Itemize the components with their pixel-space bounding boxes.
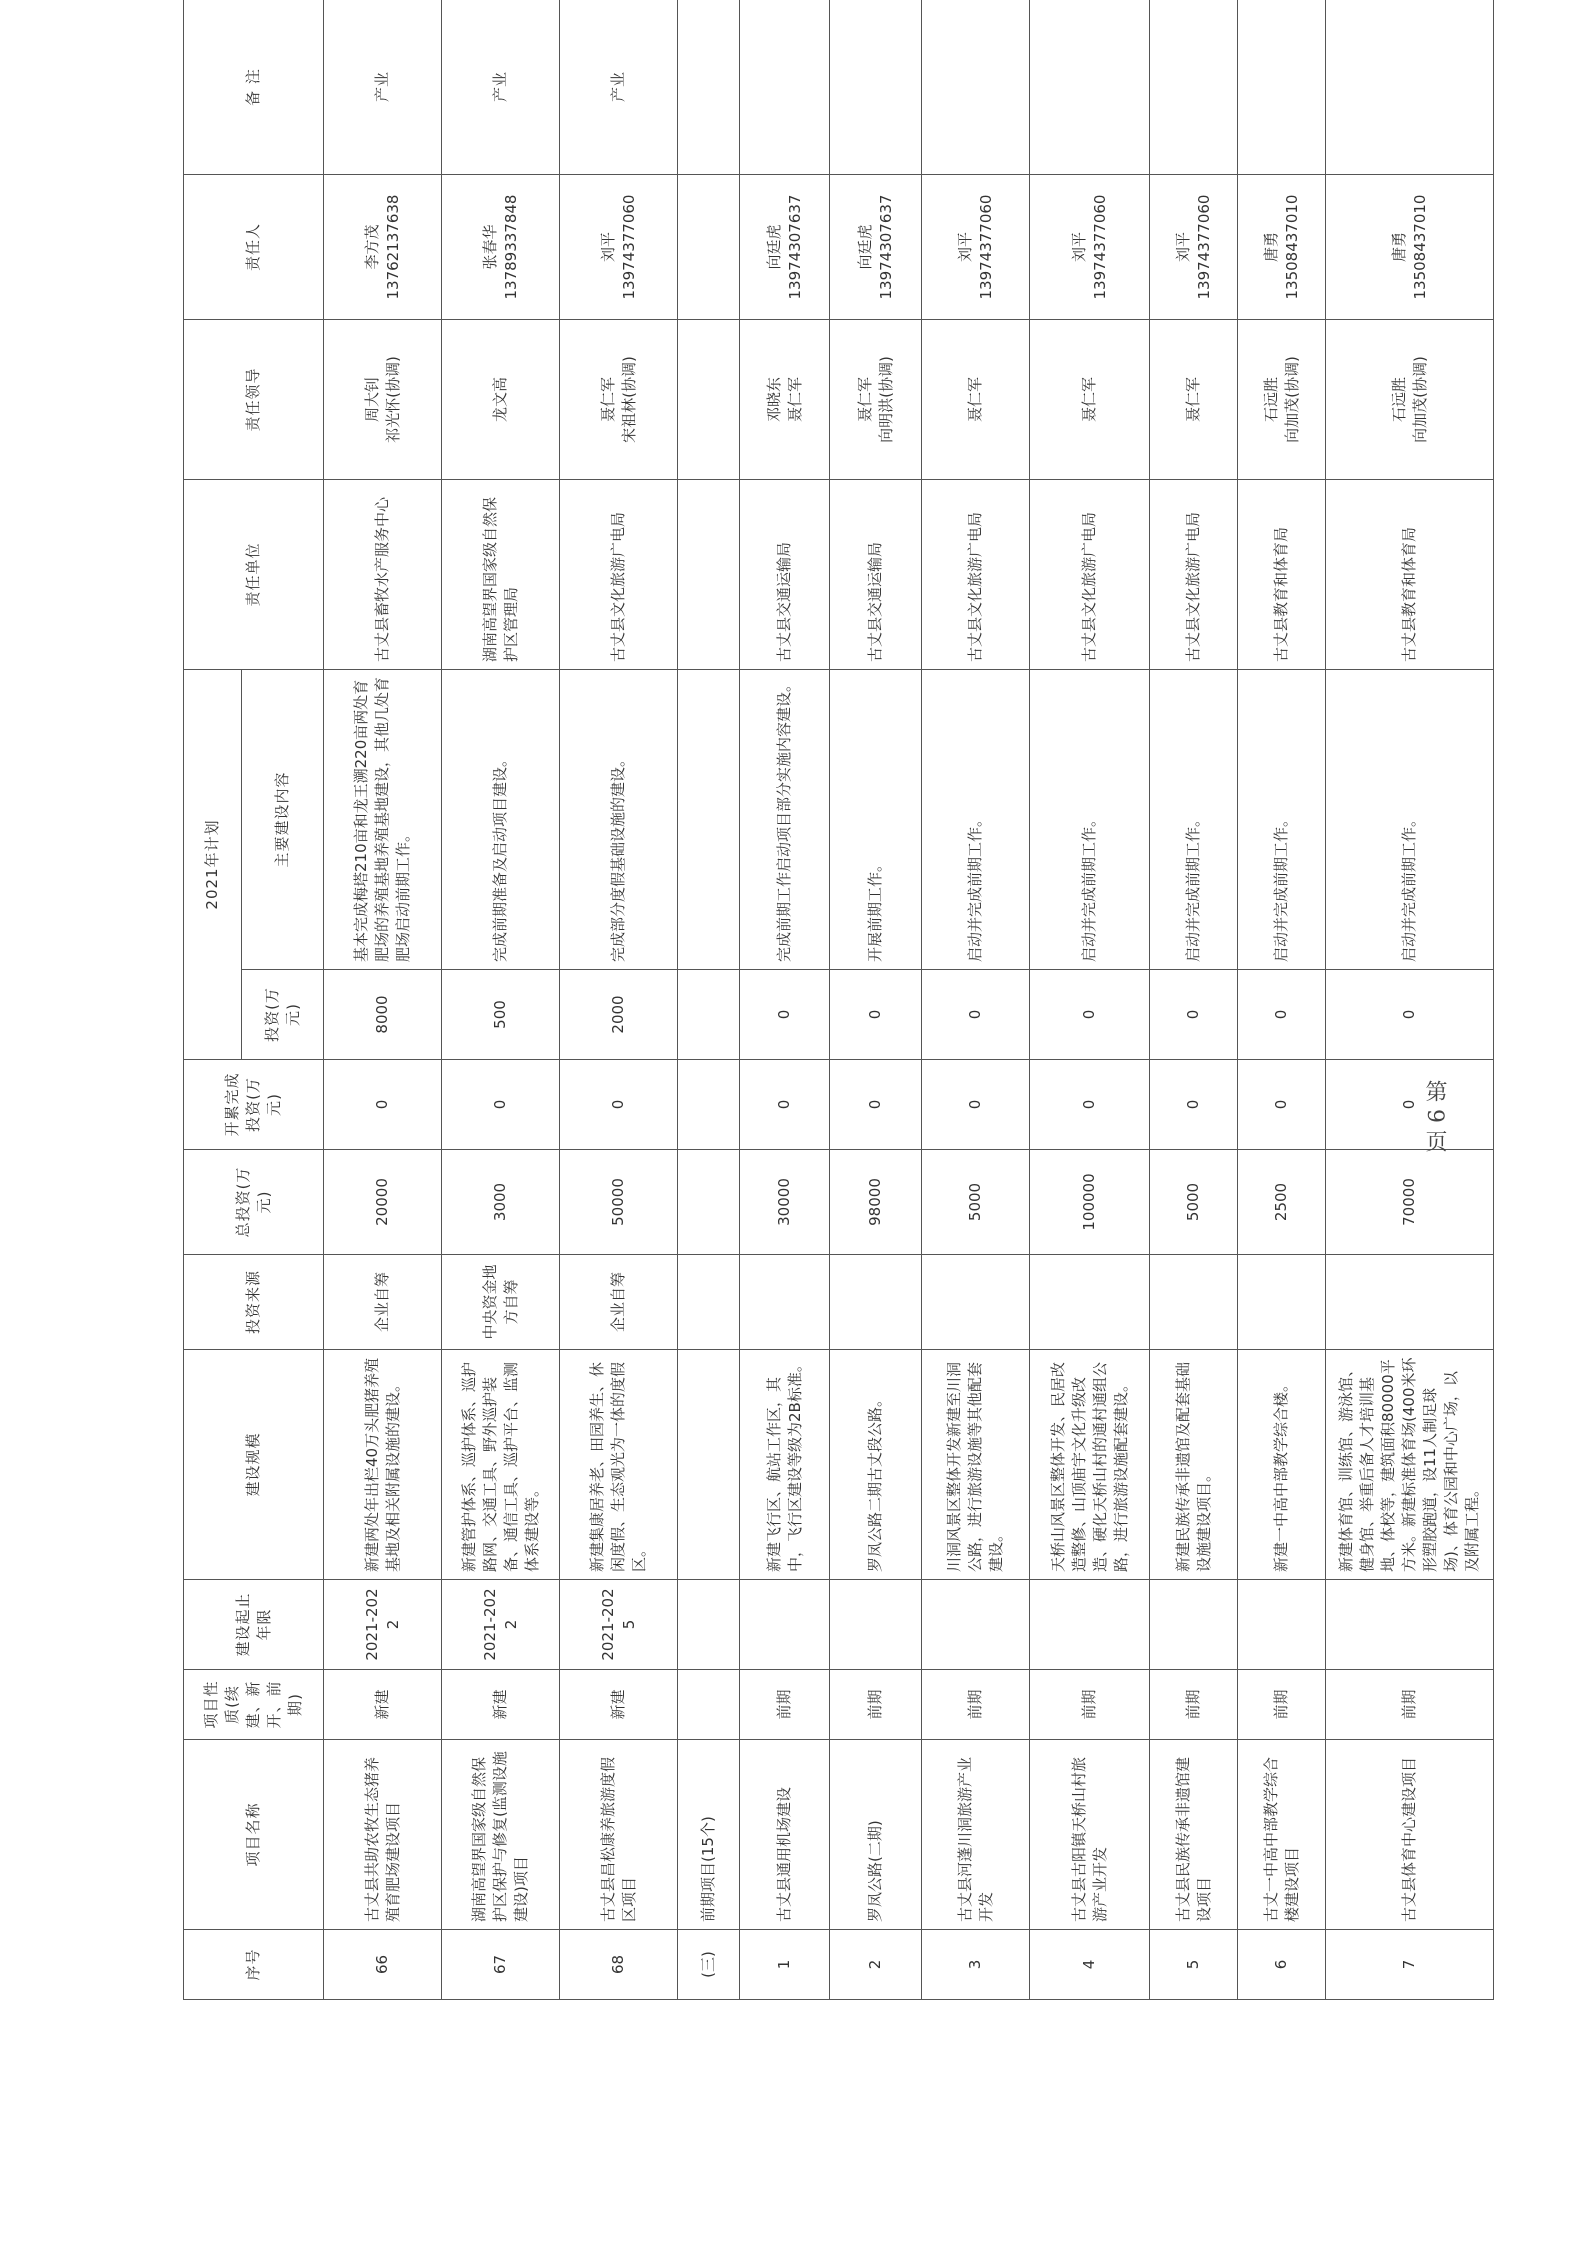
table-row bbox=[1238, 0, 1326, 2000]
cell-seq: 3 bbox=[922, 1930, 1030, 2000]
cell-done: 0 bbox=[560, 1060, 678, 1150]
cell-name: 古丈一中高中部教学综合楼建设项目 bbox=[1238, 1740, 1326, 1930]
cell-source bbox=[830, 1255, 922, 1350]
cell-unit: 古丈县文化旅游广电局 bbox=[922, 480, 1030, 670]
header-leader: 责任领导 bbox=[184, 320, 324, 480]
cell-source bbox=[740, 1255, 830, 1350]
cell-scale: 新建飞行区、航站工作区，其中，飞行区建设等级为2B标准。 bbox=[740, 1350, 830, 1580]
cell-period bbox=[740, 1580, 830, 1670]
table-row bbox=[560, 0, 678, 2000]
cell-scale: 新建民族传承非遗馆及配套基础设施建设项目。 bbox=[1150, 1350, 1238, 1580]
cell-done: 0 bbox=[324, 1060, 442, 1150]
cell-content: 完成前期准备及启动项目建设。 bbox=[442, 670, 560, 970]
cell-invest: 0 bbox=[740, 970, 830, 1060]
cell-note bbox=[740, 0, 830, 175]
cell-unit: 古丈县教育和体育局 bbox=[1238, 480, 1326, 670]
cell-invest: 0 bbox=[1326, 970, 1494, 1060]
cell-invest: 0 bbox=[1150, 970, 1238, 1060]
cell-period: 2021-2025 bbox=[560, 1580, 678, 1670]
cell-seq: 5 bbox=[1150, 1930, 1238, 2000]
cell-source bbox=[1150, 1255, 1238, 1350]
cell-source bbox=[1326, 1255, 1494, 1350]
cell-leader: 聂仁军 bbox=[1030, 320, 1150, 480]
cell-name: 罗凤公路(二期) bbox=[830, 1740, 922, 1930]
cell-leader: 邓晓东 聂仁军 bbox=[740, 320, 830, 480]
cell-person: 向廷虎 13974307637 bbox=[740, 175, 830, 320]
cell-person: 刘平 13974377060 bbox=[1150, 175, 1238, 320]
cell-note bbox=[922, 0, 1030, 175]
header-seq: 序号 bbox=[184, 1930, 324, 2000]
cell-scale: 天桥山风景区整体开发、民居改造整修、山顶庙宇文化升级改造、硬化天桥山村的通村通组公路，进行旅游设施配套建设。 bbox=[1030, 1350, 1150, 1580]
cell-unit: 古丈县交通运输局 bbox=[830, 480, 922, 670]
section-title: 前期项目(15个) bbox=[678, 1740, 740, 1930]
cell-person: 唐勇 13508437010 bbox=[1326, 175, 1494, 320]
cell-name: 古丈县民族传承非遗馆建设项目 bbox=[1150, 1740, 1238, 1930]
cell-total: 30000 bbox=[740, 1150, 830, 1255]
cell-source bbox=[1030, 1255, 1150, 1350]
cell-note bbox=[1238, 0, 1326, 175]
cell-content: 基本完成梅塔210亩和龙王溯220亩两处育肥场的养殖基地养殖基地建设，其他几处育肥场启动前期工作。 bbox=[324, 670, 442, 970]
cell-name: 古丈县河蓬川洞旅游产业开发 bbox=[922, 1740, 1030, 1930]
cell-invest: 0 bbox=[1238, 970, 1326, 1060]
header-total: 总投资(万元) bbox=[184, 1150, 324, 1255]
cell-content: 完成部分度假基础设施的建设。 bbox=[560, 670, 678, 970]
cell-nature: 前期 bbox=[830, 1670, 922, 1740]
cell-total: 3000 bbox=[442, 1150, 560, 1255]
cell-scale: 新建体育馆、训练馆、游泳馆、健身馆、举重后备人才培训基地、体校等，建筑面积80000平方米。新建标准体育场(400米环形塑胶跑道，设11人制足球场)、体育公园和中心广场，以及附属工程。 bbox=[1326, 1350, 1494, 1580]
cell-note bbox=[1150, 0, 1238, 175]
cell-nature: 前期 bbox=[1030, 1670, 1150, 1740]
cell-content: 启动并完成前期工作。 bbox=[1030, 670, 1150, 970]
cell-name: 古丈县体育中心建设项目 bbox=[1326, 1740, 1494, 1930]
cell-content: 启动并完成前期工作。 bbox=[1326, 670, 1494, 970]
cell-invest: 8000 bbox=[324, 970, 442, 1060]
cell-unit: 古丈县文化旅游广电局 bbox=[1030, 480, 1150, 670]
cell-person: 李方茂 13762137638 bbox=[324, 175, 442, 320]
table-row bbox=[830, 0, 922, 2000]
cell-period: 2021-2022 bbox=[324, 1580, 442, 1670]
cell-note: 产业 bbox=[324, 0, 442, 175]
cell-total: 50000 bbox=[560, 1150, 678, 1255]
cell-leader: 石远胜 向加茂(协调) bbox=[1326, 320, 1494, 480]
cell-seq: 2 bbox=[830, 1930, 922, 2000]
cell-content: 完成前期工作启动项目部分实施内容建设。 bbox=[740, 670, 830, 970]
cell-name: 湖南高望界国家级自然保护区保护与修复(监测设施建设)项目 bbox=[442, 1740, 560, 1930]
cell-note bbox=[1030, 0, 1150, 175]
cell-scale: 新建一中高中部教学综合楼。 bbox=[1238, 1350, 1326, 1580]
cell-scale: 罗凤公路二期古丈段公路。 bbox=[830, 1350, 922, 1580]
header-source: 投资来源 bbox=[184, 1255, 324, 1350]
cell-nature: 前期 bbox=[1326, 1670, 1494, 1740]
cell-note bbox=[830, 0, 922, 175]
cell-person: 唐勇 13508437010 bbox=[1238, 175, 1326, 320]
cell-nature: 前期 bbox=[1238, 1670, 1326, 1740]
cell-seq: 1 bbox=[740, 1930, 830, 2000]
cell-note: 产业 bbox=[442, 0, 560, 175]
cell-content: 开展前期工作。 bbox=[830, 670, 922, 970]
cell-period bbox=[830, 1580, 922, 1670]
cell-done: 0 bbox=[442, 1060, 560, 1150]
header-plan-group: 2021年计划 bbox=[184, 670, 242, 1060]
cell-leader: 龙文高 bbox=[442, 320, 560, 480]
cell-scale: 新建两处年出栏40万头肥猪养殖基地及相关附属设施的建设。 bbox=[324, 1350, 442, 1580]
cell-content: 启动并完成前期工作。 bbox=[1150, 670, 1238, 970]
table-row bbox=[740, 0, 830, 2000]
cell-done: 0 bbox=[1238, 1060, 1326, 1150]
cell-seq: 66 bbox=[324, 1930, 442, 2000]
cell-period bbox=[1238, 1580, 1326, 1670]
cell-seq: 68 bbox=[560, 1930, 678, 2000]
cell-nature: 新建 bbox=[560, 1670, 678, 1740]
cell-done: 0 bbox=[1150, 1060, 1238, 1150]
cell-person: 刘平 13974377060 bbox=[560, 175, 678, 320]
cell-nature: 新建 bbox=[324, 1670, 442, 1740]
header-period: 建设起止年限 bbox=[184, 1580, 324, 1670]
cell-total: 5000 bbox=[922, 1150, 1030, 1255]
cell-invest: 2000 bbox=[560, 970, 678, 1060]
cell-invest: 0 bbox=[922, 970, 1030, 1060]
header-unit: 责任单位 bbox=[184, 480, 324, 670]
cell-total: 98000 bbox=[830, 1150, 922, 1255]
cell-person: 向廷虎 13974307637 bbox=[830, 175, 922, 320]
cell-person: 刘平 13974377060 bbox=[1030, 175, 1150, 320]
cell-done: 0 bbox=[830, 1060, 922, 1150]
cell-source: 企业自筹 bbox=[560, 1255, 678, 1350]
header-note: 备 注 bbox=[184, 0, 324, 175]
cell-nature: 前期 bbox=[922, 1670, 1030, 1740]
cell-period bbox=[1326, 1580, 1494, 1670]
cell-leader: 石远胜 向加茂(协调) bbox=[1238, 320, 1326, 480]
header-plan-content: 主要建设内容 bbox=[242, 670, 324, 970]
cell-period bbox=[1150, 1580, 1238, 1670]
cell-name: 古丈县古阳镇天桥山村旅游产业开发 bbox=[1030, 1740, 1150, 1930]
cell-unit: 湖南高望界国家级自然保护区管理局 bbox=[442, 480, 560, 670]
page-number: 第 9 页 bbox=[1422, 1080, 1447, 1152]
cell-unit: 古丈县文化旅游广电局 bbox=[1150, 480, 1238, 670]
cell-source: 企业自筹 bbox=[324, 1255, 442, 1350]
cell-nature: 新建 bbox=[442, 1670, 560, 1740]
cell-scale: 新建管护体系、巡护体系、巡护路网、交通工具、野外巡护装备、通信工具、巡护平台、监测体系建设等。 bbox=[442, 1350, 560, 1580]
cell-person: 刘平 13974377060 bbox=[922, 175, 1030, 320]
cell-unit: 古丈县交通运输局 bbox=[740, 480, 830, 670]
cell-invest: 0 bbox=[830, 970, 922, 1060]
table-row bbox=[442, 0, 560, 2000]
cell-done: 0 bbox=[1326, 1060, 1494, 1150]
cell-name: 古丈县共助农牧生态猪养殖育肥场建设项目 bbox=[324, 1740, 442, 1930]
cell-unit: 古丈县教育和体育局 bbox=[1326, 480, 1494, 670]
cell-note: 产业 bbox=[560, 0, 678, 175]
header-name: 项目名称 bbox=[184, 1740, 324, 1930]
header-nature: 项目性质(续建、新开、前期) bbox=[184, 1670, 324, 1740]
cell-leader: 聂仁军 bbox=[1150, 320, 1238, 480]
table-row bbox=[1030, 0, 1150, 2000]
cell-source bbox=[922, 1255, 1030, 1350]
cell-seq: 67 bbox=[442, 1930, 560, 2000]
cell-total: 20000 bbox=[324, 1150, 442, 1255]
cell-name: 古丈县通用机场建设 bbox=[740, 1740, 830, 1930]
cell-source: 中央资金地方自筹 bbox=[442, 1255, 560, 1350]
cell-scale: 川洞风景区整体开发新建至川洞公路，进行旅游设施等其他配套建设。 bbox=[922, 1350, 1030, 1580]
cell-leader: 周大钊 祁光怀(协调) bbox=[324, 320, 442, 480]
cell-leader: 聂仁军 向明洪(协调) bbox=[830, 320, 922, 480]
cell-seq: 7 bbox=[1326, 1930, 1494, 2000]
cell-content: 启动并完成前期工作。 bbox=[1238, 670, 1326, 970]
cell-person: 张春华 13789337848 bbox=[442, 175, 560, 320]
cell-period: 2021-2022 bbox=[442, 1580, 560, 1670]
cell-seq: 6 bbox=[1238, 1930, 1326, 2000]
section-seq: (三) bbox=[678, 1930, 740, 2000]
cell-content: 启动并完成前期工作。 bbox=[922, 670, 1030, 970]
cell-seq: 4 bbox=[1030, 1930, 1150, 2000]
cell-nature: 前期 bbox=[1150, 1670, 1238, 1740]
cell-unit: 古丈县畜牧水产服务中心 bbox=[324, 480, 442, 670]
table-body-b bbox=[740, 0, 1494, 2000]
table-row bbox=[1326, 0, 1494, 2000]
cell-period bbox=[922, 1580, 1030, 1670]
header-scale: 建设规模 bbox=[184, 1350, 324, 1580]
header-plan-invest: 投资(万元) bbox=[242, 970, 324, 1060]
cell-leader: 聂仁军 宋祖林(协调) bbox=[560, 320, 678, 480]
cell-invest: 500 bbox=[442, 970, 560, 1060]
cell-period bbox=[1030, 1580, 1150, 1670]
cell-leader: 聂仁军 bbox=[922, 320, 1030, 480]
table-row bbox=[324, 0, 442, 2000]
cell-nature: 前期 bbox=[740, 1670, 830, 1740]
table-body-a bbox=[324, 0, 678, 2000]
project-table bbox=[183, 0, 1494, 2000]
cell-name: 古丈县昌松康养旅游度假区项目 bbox=[560, 1740, 678, 1930]
cell-done: 0 bbox=[740, 1060, 830, 1150]
table-section bbox=[678, 0, 740, 2000]
cell-scale: 新建集康居养老、田园养生、休闲度假、生态观光为一体的度假区。 bbox=[560, 1350, 678, 1580]
header-person: 责任人 bbox=[184, 175, 324, 320]
cell-invest: 0 bbox=[1030, 970, 1150, 1060]
table-row bbox=[1150, 0, 1238, 2000]
cell-unit: 古丈县文化旅游广电局 bbox=[560, 480, 678, 670]
cell-total: 2500 bbox=[1238, 1150, 1326, 1255]
cell-done: 0 bbox=[1030, 1060, 1150, 1150]
cell-note bbox=[1326, 0, 1494, 175]
table-row bbox=[922, 0, 1030, 2000]
header-done: 开累完成投资(万元) bbox=[184, 1060, 324, 1150]
cell-total: 5000 bbox=[1150, 1150, 1238, 1255]
cell-source bbox=[1238, 1255, 1326, 1350]
cell-done: 0 bbox=[922, 1060, 1030, 1150]
cell-total: 70000 bbox=[1326, 1150, 1494, 1255]
cell-total: 100000 bbox=[1030, 1150, 1150, 1255]
